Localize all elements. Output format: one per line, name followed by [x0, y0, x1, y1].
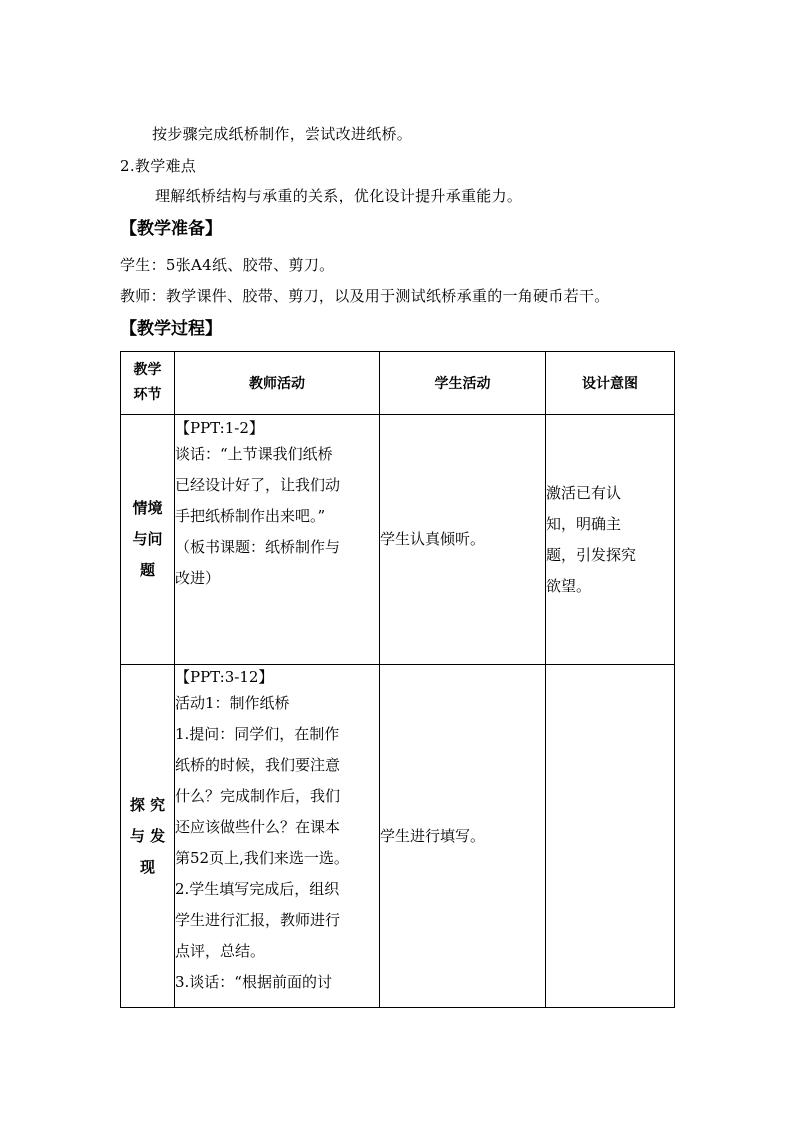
stage-cell	[121, 415, 175, 665]
teacher-line: 手把纸桥制作出来吧。”	[175, 507, 326, 525]
teacher-line: 纸桥的时候，我们要注意	[175, 756, 341, 774]
student-activity-cell	[380, 665, 546, 1008]
teacher-line: 什么？完成制作后，我们	[175, 787, 341, 805]
student-text: 学生认真倾听。	[380, 530, 486, 548]
objective-text: 按步骤完成纸桥制作，尝试改进纸桥。	[152, 125, 413, 143]
header-stage	[121, 352, 175, 415]
table-header-row	[121, 352, 675, 415]
process-heading: 【教学过程】	[120, 319, 222, 339]
stage-line: 与问	[132, 530, 163, 548]
stage-line: 现	[139, 857, 155, 876]
stage-line: 与 发	[129, 826, 166, 845]
teacher-line: 第52页上,我们来选一选。	[175, 849, 349, 867]
teacher-line: 谈话：“上节课我们纸桥	[175, 445, 333, 463]
student-text: 学生进行填写。	[380, 826, 486, 845]
stage-cell	[121, 665, 175, 1008]
difficulty-title: 2.教学难点	[120, 157, 197, 175]
teacher-line: （板书课题：纸桥制作与	[175, 538, 341, 556]
header-stage-line: 环节	[133, 387, 162, 403]
teacher-line: 【PPT:3-12】	[175, 668, 274, 686]
prep-teacher: 教师：教学课件、胶带、剪刀，以及用于测试纸桥承重的一角硬币若干。	[120, 287, 610, 305]
lesson-process-table	[120, 351, 675, 1008]
prep-heading: 【教学准备】	[120, 219, 222, 239]
teacher-line: 活动1：制作纸桥	[175, 694, 290, 712]
prep-student: 学生：5张A4纸、胶带、剪刀。	[120, 256, 335, 274]
student-activity-cell	[380, 415, 546, 665]
intent-line: 激活已有认	[546, 483, 622, 502]
intent-cell	[546, 665, 675, 1008]
header-teacher: 教师活动	[175, 352, 380, 415]
teacher-activity-cell	[175, 415, 380, 665]
teacher-line: 2.学生填写完成后，组织	[175, 880, 340, 898]
teacher-line: 已经设计好了，让我们动	[175, 476, 341, 494]
intent-line: 知，明确主	[546, 514, 622, 533]
table-row	[121, 415, 675, 665]
intent-cell	[546, 415, 675, 665]
stage-line: 探 究	[129, 795, 166, 814]
header-intent: 设计意图	[546, 352, 675, 415]
intent-line: 欲望。	[546, 576, 592, 595]
teacher-line: 还应该做些什么？在课本	[175, 818, 341, 836]
teacher-activity-cell	[175, 665, 380, 1008]
teacher-line: 学生进行汇报，教师进行	[175, 911, 341, 929]
intent-line: 题，引发探究	[546, 545, 637, 564]
teacher-line: 【PPT:1-2】	[175, 419, 264, 437]
teacher-line: 点评，总结。	[175, 942, 266, 960]
header-student: 学生活动	[380, 352, 546, 415]
difficulty-text: 理解纸桥结构与承重的关系，优化设计提升承重能力。	[155, 187, 523, 205]
table-row	[121, 665, 675, 1008]
header-stage-line: 教学	[133, 362, 162, 378]
teacher-line: 改进）	[175, 569, 221, 587]
stage-line: 情境	[132, 499, 163, 517]
stage-line: 题	[139, 561, 155, 579]
teacher-line: 1.提问：同学们，在制作	[175, 725, 340, 743]
teacher-line: 3.谈话：“根据前面的讨	[175, 973, 332, 991]
